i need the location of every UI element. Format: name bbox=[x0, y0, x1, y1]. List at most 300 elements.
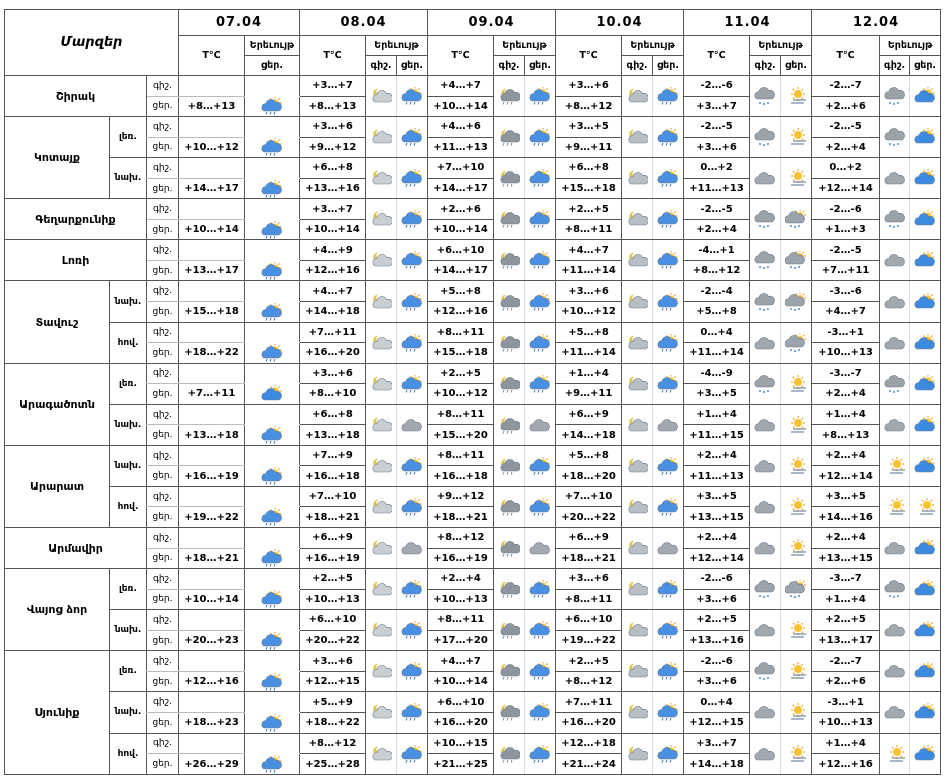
day-icon-cell bbox=[653, 486, 684, 527]
day-icon-cell bbox=[910, 240, 941, 281]
temp-cell bbox=[179, 199, 245, 220]
cloudy-icon bbox=[754, 498, 776, 516]
icon-cell bbox=[245, 322, 300, 343]
region-name: Վայոց ձոր bbox=[5, 569, 110, 651]
night-icon-cell bbox=[494, 569, 525, 610]
temp-cell: -3…-6 bbox=[812, 281, 880, 302]
temp-cell: +9…+12 bbox=[300, 137, 366, 158]
day-icon-cell bbox=[653, 404, 684, 445]
weather-col-header: Երեւույթ bbox=[622, 36, 684, 56]
date-header: 09.04 bbox=[428, 10, 556, 36]
table-row bbox=[5, 651, 941, 672]
temp-cell: +2…+4 bbox=[812, 384, 880, 405]
temp-cell: -2…-4 bbox=[684, 281, 750, 302]
rain-moon-icon bbox=[498, 251, 520, 269]
temp-cell: +5…+8 bbox=[556, 322, 622, 343]
temp-cell: +2…+4 bbox=[428, 569, 494, 590]
sun-cloud-icon bbox=[914, 251, 936, 269]
temp-cell: +11…+13 bbox=[428, 137, 494, 158]
snow-cloud-icon bbox=[754, 662, 776, 680]
day-icon-cell bbox=[397, 322, 428, 363]
night-icon-cell bbox=[880, 322, 910, 363]
temp-cell: +4…+7 bbox=[428, 76, 494, 97]
temp-cell bbox=[179, 445, 245, 466]
night-icon-cell bbox=[366, 692, 397, 733]
night-icon-cell bbox=[750, 651, 781, 692]
night-icon-cell bbox=[494, 733, 525, 775]
sun-cloud-rain-icon bbox=[261, 714, 283, 732]
temp-cell: +5…+8 bbox=[684, 302, 750, 323]
temp-cell: +12…+16 bbox=[428, 302, 494, 323]
snow-cloud-icon bbox=[884, 87, 906, 105]
temp-cell: +2…+6 bbox=[812, 671, 880, 692]
temp-cell: +20…+22 bbox=[556, 507, 622, 528]
temp-cell: +15…+20 bbox=[428, 425, 494, 446]
night-icon-cell bbox=[622, 363, 653, 404]
sun-cloud-rain-icon bbox=[261, 180, 283, 198]
temp-cell bbox=[179, 404, 245, 425]
sun-cloud-rain-icon bbox=[401, 169, 423, 187]
temp-cell: -3…-7 bbox=[812, 569, 880, 590]
temp-cell: +14…+18 bbox=[300, 302, 366, 323]
temp-cell: -2…-7 bbox=[812, 651, 880, 672]
cloudy-icon bbox=[657, 416, 679, 434]
rain-moon-icon bbox=[498, 293, 520, 311]
temp-cell: +3…+7 bbox=[300, 199, 366, 220]
temp-cell: +4…+9 bbox=[300, 240, 366, 261]
temp-cell: +11…+14 bbox=[556, 343, 622, 364]
sun-fog-icon bbox=[785, 662, 807, 680]
day-col-header: ցեր. bbox=[781, 56, 812, 76]
night-icon-cell bbox=[494, 486, 525, 527]
temp-cell: +20…+22 bbox=[300, 630, 366, 651]
day-label: ցեր. bbox=[147, 712, 179, 733]
temp-cell: +6…+10 bbox=[428, 692, 494, 713]
day-icon-cell bbox=[910, 445, 941, 486]
temp-cell bbox=[179, 281, 245, 302]
day-icon-cell bbox=[910, 281, 941, 322]
sun-cloud-rain-icon bbox=[529, 457, 551, 475]
sun-cloud-rain-icon bbox=[401, 745, 423, 763]
night-icon-cell bbox=[622, 117, 653, 158]
night-icon-cell bbox=[622, 199, 653, 240]
partly-cloudy-moon-icon bbox=[370, 293, 392, 311]
day-label: ցեր. bbox=[147, 178, 179, 199]
table-row bbox=[5, 733, 941, 754]
night-icon-cell bbox=[880, 158, 910, 199]
sun-cloud-rain-icon bbox=[657, 621, 679, 639]
temp-cell: +4…+7 bbox=[428, 651, 494, 672]
sun-cloud-rain-icon bbox=[657, 169, 679, 187]
zone-label: նախ. bbox=[110, 404, 147, 445]
temp-cell: +12…+18 bbox=[556, 733, 622, 754]
region-name: Արագածոտն bbox=[5, 363, 110, 445]
temp-cell: +2…+5 bbox=[556, 651, 622, 672]
temp-cell: 0…+2 bbox=[684, 158, 750, 179]
temp-cell: +6…+9 bbox=[556, 404, 622, 425]
temp-cell: +2…+4 bbox=[684, 219, 750, 240]
temp-cell: +7…+10 bbox=[556, 486, 622, 507]
day-icon-cell bbox=[397, 692, 428, 733]
night-icon-cell bbox=[880, 445, 910, 486]
night-icon-cell bbox=[366, 117, 397, 158]
day-icon-cell bbox=[653, 651, 684, 692]
partly-cloudy-moon-icon bbox=[370, 457, 392, 475]
sun-cloud-rain-icon bbox=[261, 426, 283, 444]
icon-cell bbox=[245, 671, 300, 692]
night-icon-cell bbox=[622, 651, 653, 692]
sun-cloud-rain-icon bbox=[529, 293, 551, 311]
temp-cell bbox=[179, 158, 245, 179]
cloudy-icon bbox=[401, 416, 423, 434]
sun-cloud-rain-icon bbox=[401, 293, 423, 311]
temp-cell: +16…+20 bbox=[428, 712, 494, 733]
night-label: գիշ. bbox=[147, 445, 179, 466]
night-icon-cell bbox=[750, 486, 781, 527]
snow-cloud-icon bbox=[754, 128, 776, 146]
day-icon-cell bbox=[781, 363, 812, 404]
cloudy-icon bbox=[401, 539, 423, 557]
sun-fog-icon bbox=[785, 498, 807, 516]
night-label: գիշ. bbox=[147, 363, 179, 384]
snow-cloud-icon bbox=[884, 210, 906, 228]
night-icon-cell bbox=[494, 281, 525, 322]
day-icon-cell bbox=[525, 281, 556, 322]
temp-cell: +5…+8 bbox=[428, 281, 494, 302]
day-icon-cell bbox=[525, 404, 556, 445]
temp-cell: +13…+17 bbox=[179, 260, 245, 281]
temp-cell: +1…+4 bbox=[684, 404, 750, 425]
day-icon-cell bbox=[910, 322, 941, 363]
day-icon-cell bbox=[397, 240, 428, 281]
temp-cell: +21…+24 bbox=[556, 754, 622, 775]
temp-cell: +8…+11 bbox=[428, 322, 494, 343]
day-icon-cell bbox=[653, 610, 684, 651]
cloudy-icon bbox=[884, 621, 906, 639]
temp-cell: +8…+12 bbox=[556, 671, 622, 692]
night-label: գիշ. bbox=[147, 158, 179, 179]
temp-cell: +13…+18 bbox=[300, 425, 366, 446]
day-icon-cell bbox=[397, 199, 428, 240]
day-label: ցեր. bbox=[147, 343, 179, 364]
day-label: ցեր. bbox=[147, 384, 179, 405]
temp-cell: +18…+21 bbox=[179, 548, 245, 569]
temp-cell: +6…+8 bbox=[300, 404, 366, 425]
day-icon-cell bbox=[653, 76, 684, 117]
night-icon-cell bbox=[880, 199, 910, 240]
day-col-header: ցեր. bbox=[397, 56, 428, 76]
sun-cloud-rain-icon bbox=[529, 498, 551, 516]
sun-snow-icon bbox=[785, 210, 807, 228]
zone-label: նախ. bbox=[110, 281, 147, 322]
day-label: ցեր. bbox=[147, 96, 179, 117]
night-icon-cell bbox=[622, 692, 653, 733]
temp-cell bbox=[179, 363, 245, 384]
day-icon-cell bbox=[397, 404, 428, 445]
sun-cloud-rain-icon bbox=[529, 703, 551, 721]
night-icon-cell bbox=[494, 76, 525, 117]
temp-cell: +12…+16 bbox=[179, 671, 245, 692]
temp-cell: +12…+14 bbox=[812, 466, 880, 487]
temp-cell: +7…+11 bbox=[556, 692, 622, 713]
cloudy-moon-icon bbox=[626, 210, 648, 228]
partly-cloudy-moon-icon bbox=[370, 251, 392, 269]
sun-fog-icon bbox=[785, 169, 807, 187]
day-icon-cell bbox=[910, 651, 941, 692]
day-icon-cell bbox=[781, 733, 812, 775]
day-label: ցեր. bbox=[147, 589, 179, 610]
temp-cell: +10…+14 bbox=[300, 219, 366, 240]
temp-cell: 0…+2 bbox=[812, 158, 880, 179]
snow-cloud-icon bbox=[884, 375, 906, 393]
day-label: ցեր. bbox=[147, 302, 179, 323]
night-label: գիշ. bbox=[147, 610, 179, 631]
day-icon-cell bbox=[397, 569, 428, 610]
temp-col-header: T°C bbox=[300, 36, 366, 76]
sun-snow-icon bbox=[785, 293, 807, 311]
zone-label: հով. bbox=[110, 486, 147, 527]
temp-cell: +6…+9 bbox=[300, 528, 366, 549]
sun-fog-icon bbox=[785, 539, 807, 557]
sun-cloud-rain-icon bbox=[401, 375, 423, 393]
day-icon-cell bbox=[910, 76, 941, 117]
day-icon-cell bbox=[525, 363, 556, 404]
temp-cell: +16…+19 bbox=[179, 466, 245, 487]
temp-cell: +15…+18 bbox=[556, 178, 622, 199]
temp-cell: +14…+17 bbox=[428, 178, 494, 199]
temp-cell: +3…+6 bbox=[556, 569, 622, 590]
temp-cell: +3…+6 bbox=[300, 363, 366, 384]
night-icon-cell bbox=[494, 199, 525, 240]
cloudy-moon-icon bbox=[626, 621, 648, 639]
sun-cloud-icon bbox=[914, 621, 936, 639]
temp-cell bbox=[179, 651, 245, 672]
night-icon-cell bbox=[880, 486, 910, 527]
temp-cell: -2…-6 bbox=[684, 651, 750, 672]
snow-cloud-icon bbox=[884, 128, 906, 146]
night-icon-cell bbox=[494, 610, 525, 651]
night-icon-cell bbox=[750, 281, 781, 322]
rain-moon-icon bbox=[498, 375, 520, 393]
night-icon-cell bbox=[622, 76, 653, 117]
icon-cell bbox=[245, 610, 300, 631]
temp-cell: +11…+14 bbox=[556, 260, 622, 281]
sun-cloud-rain-icon bbox=[657, 580, 679, 598]
sun-cloud-rain-icon bbox=[657, 251, 679, 269]
icon-cell bbox=[245, 466, 300, 487]
night-icon-cell bbox=[622, 322, 653, 363]
temp-cell: +8…+13 bbox=[300, 96, 366, 117]
partly-cloudy-moon-icon bbox=[370, 498, 392, 516]
night-icon-cell bbox=[366, 651, 397, 692]
temp-cell: +10…+12 bbox=[179, 137, 245, 158]
temp-cell: -4…+1 bbox=[684, 240, 750, 261]
region-name: Արարատ bbox=[5, 445, 110, 527]
cloudy-moon-icon bbox=[626, 498, 648, 516]
temp-cell: +3…+5 bbox=[812, 486, 880, 507]
temp-cell bbox=[179, 692, 245, 713]
temp-cell: +19…+22 bbox=[179, 507, 245, 528]
cloudy-icon bbox=[884, 662, 906, 680]
temp-cell: +2…+6 bbox=[812, 96, 880, 117]
sun-cloud-rain-icon bbox=[261, 549, 283, 567]
temp-cell: +12…+16 bbox=[300, 260, 366, 281]
cloudy-icon bbox=[529, 539, 551, 557]
temp-cell: +13…+18 bbox=[179, 425, 245, 446]
cloudy-moon-icon bbox=[626, 457, 648, 475]
day-icon-cell bbox=[910, 610, 941, 651]
night-icon-cell bbox=[622, 733, 653, 775]
cloudy-icon bbox=[884, 539, 906, 557]
region-name: Շիրակ bbox=[5, 76, 147, 117]
night-label: գիշ. bbox=[147, 404, 179, 425]
temp-cell: +3…+5 bbox=[684, 384, 750, 405]
sun-fog-icon bbox=[785, 87, 807, 105]
temp-cell: +11…+14 bbox=[684, 343, 750, 364]
temp-cell: +10…+13 bbox=[812, 712, 880, 733]
zone-label: հով. bbox=[110, 322, 147, 363]
day-icon-cell bbox=[910, 404, 941, 445]
sun-cloud-rain-icon bbox=[261, 97, 283, 115]
day-icon-cell bbox=[653, 199, 684, 240]
icon-cell bbox=[245, 589, 300, 610]
temp-cell: +15…+18 bbox=[428, 343, 494, 364]
temp-cell: +8…+12 bbox=[684, 260, 750, 281]
day-icon-cell bbox=[653, 281, 684, 322]
sun-fog-icon bbox=[884, 457, 906, 475]
sun-cloud-rain-icon bbox=[657, 128, 679, 146]
rain-moon-icon bbox=[498, 128, 520, 146]
rain-moon-icon bbox=[498, 703, 520, 721]
night-icon-cell bbox=[622, 445, 653, 486]
day-icon-cell bbox=[910, 199, 941, 240]
temp-cell: +3…+5 bbox=[556, 117, 622, 138]
night-icon-cell bbox=[366, 199, 397, 240]
temp-cell: +13…+15 bbox=[684, 507, 750, 528]
day-icon-cell bbox=[653, 322, 684, 363]
sun-cloud-rain-icon bbox=[529, 334, 551, 352]
sun-cloud-rain-icon bbox=[401, 457, 423, 475]
date-header: 07.04 bbox=[179, 10, 300, 36]
temp-col-header: T°C bbox=[428, 36, 494, 76]
sun-fog-icon bbox=[785, 745, 807, 763]
sun-cloud-icon bbox=[914, 87, 936, 105]
temp-cell: +16…+19 bbox=[300, 548, 366, 569]
icon-cell bbox=[245, 486, 300, 507]
zone-label: նախ. bbox=[110, 610, 147, 651]
partly-cloudy-moon-icon bbox=[370, 334, 392, 352]
cloudy-icon bbox=[754, 457, 776, 475]
temp-cell: +11…+15 bbox=[684, 425, 750, 446]
night-icon-cell bbox=[622, 240, 653, 281]
temp-cell: +8…+11 bbox=[556, 589, 622, 610]
night-label: գիշ. bbox=[147, 733, 179, 754]
temp-cell: +12…+14 bbox=[684, 548, 750, 569]
sun-cloud-rain-icon bbox=[401, 251, 423, 269]
sun-fog-icon bbox=[785, 375, 807, 393]
night-icon-cell bbox=[880, 651, 910, 692]
temp-cell: +2…+6 bbox=[428, 199, 494, 220]
cloudy-moon-icon bbox=[626, 539, 648, 557]
temp-cell: +13…+17 bbox=[812, 630, 880, 651]
temp-cell: +2…+5 bbox=[812, 610, 880, 631]
night-icon-cell bbox=[750, 733, 781, 775]
icon-cell bbox=[245, 445, 300, 466]
sun-cloud-rain-icon bbox=[529, 251, 551, 269]
sun-cloud-rain-icon bbox=[261, 590, 283, 608]
temp-cell: +3…+6 bbox=[684, 137, 750, 158]
snow-cloud-icon bbox=[754, 251, 776, 269]
temp-cell: -2…-5 bbox=[812, 117, 880, 138]
partly-cloudy-moon-icon bbox=[370, 87, 392, 105]
icon-cell bbox=[245, 507, 300, 528]
cloudy-moon-icon bbox=[626, 662, 648, 680]
sun-fog-icon bbox=[785, 457, 807, 475]
sun-cloud-rain-icon bbox=[529, 128, 551, 146]
sun-cloud-icon bbox=[914, 580, 936, 598]
day-icon-cell bbox=[653, 733, 684, 775]
rain-moon-icon bbox=[498, 87, 520, 105]
sun-cloud-rain-icon bbox=[401, 87, 423, 105]
day-col-header: ցեր. bbox=[525, 56, 556, 76]
temp-cell: +4…+7 bbox=[556, 240, 622, 261]
snow-cloud-icon bbox=[884, 580, 906, 598]
cloudy-icon bbox=[884, 293, 906, 311]
sun-cloud-icon bbox=[914, 539, 936, 557]
cloudy-icon bbox=[657, 539, 679, 557]
icon-cell bbox=[245, 281, 300, 302]
temp-cell: +10…+13 bbox=[428, 589, 494, 610]
sun-fog-icon bbox=[785, 621, 807, 639]
day-icon-cell bbox=[910, 733, 941, 775]
day-icon-cell bbox=[397, 76, 428, 117]
temp-cell: +13…+16 bbox=[684, 630, 750, 651]
temp-cell: -3…+1 bbox=[812, 322, 880, 343]
night-icon-cell bbox=[750, 158, 781, 199]
region-name: Արմավիր bbox=[5, 528, 147, 569]
day-icon-cell bbox=[525, 158, 556, 199]
sun-cloud-rain-icon bbox=[261, 508, 283, 526]
table-row bbox=[5, 404, 941, 425]
night-label: գիշ. bbox=[147, 569, 179, 590]
sun-cloud-rain-icon bbox=[657, 375, 679, 393]
cloudy-icon bbox=[529, 416, 551, 434]
temp-cell: -2…-5 bbox=[684, 117, 750, 138]
sun-cloud-icon bbox=[261, 385, 283, 403]
night-col-header: գիշ. bbox=[494, 56, 525, 76]
night-icon-cell bbox=[750, 240, 781, 281]
temp-cell: +10…+14 bbox=[179, 589, 245, 610]
night-icon-cell bbox=[750, 445, 781, 486]
temp-cell: +3…+5 bbox=[684, 486, 750, 507]
temp-cell: -2…-6 bbox=[684, 76, 750, 97]
icon-cell bbox=[245, 528, 300, 549]
zone-label: լեռ. bbox=[110, 569, 147, 610]
day-icon-cell bbox=[525, 445, 556, 486]
temp-cell: +5…+8 bbox=[556, 445, 622, 466]
table-row bbox=[5, 322, 941, 343]
sun-cloud-rain-icon bbox=[529, 580, 551, 598]
snow-cloud-icon bbox=[754, 293, 776, 311]
zone-label: լեռ. bbox=[110, 117, 147, 158]
rain-moon-icon bbox=[498, 539, 520, 557]
day-icon-cell bbox=[525, 117, 556, 158]
sun-cloud-icon bbox=[914, 210, 936, 228]
table-row bbox=[5, 117, 941, 138]
temp-cell: +18…+22 bbox=[179, 343, 245, 364]
cloudy-icon bbox=[754, 539, 776, 557]
sun-cloud-rain-icon bbox=[529, 210, 551, 228]
